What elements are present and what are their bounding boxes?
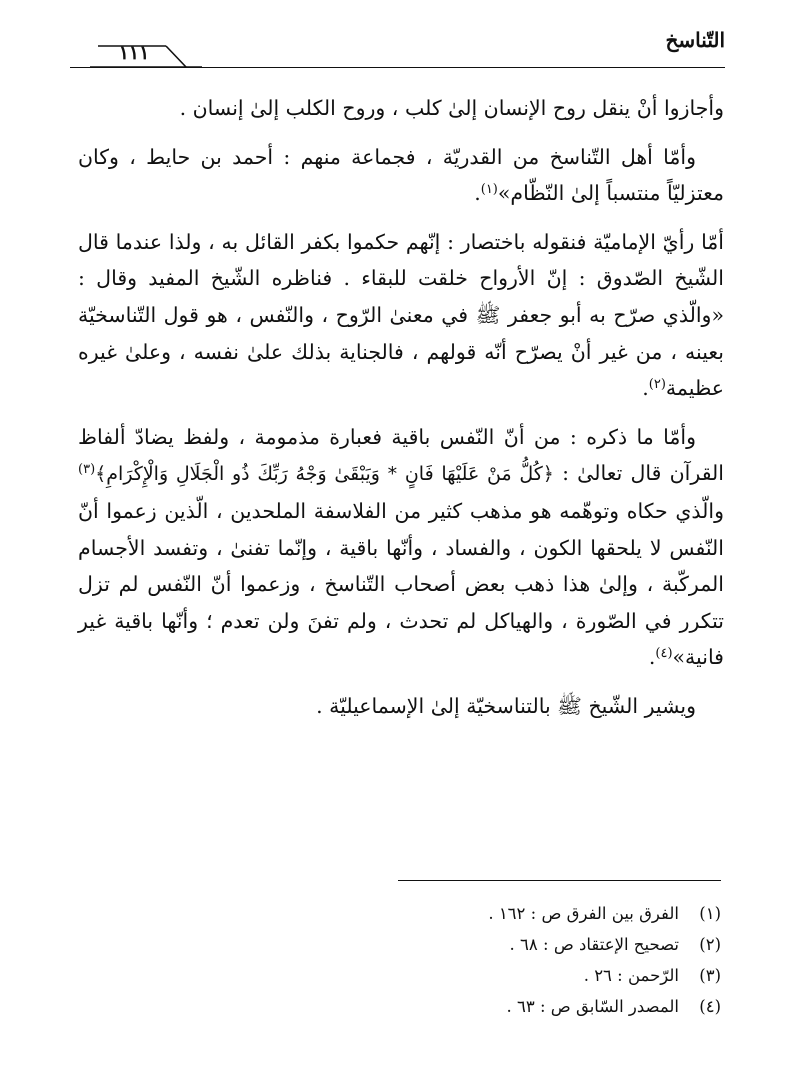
punctuation: . <box>474 181 481 206</box>
footnote-ref: (٤) <box>655 646 673 662</box>
footnote-number: (٣) <box>699 966 721 985</box>
paragraph <box>78 90 724 127</box>
paragraph-text: وأجازوا أنْ ينقل روح الإنسان إلىٰ كلب ، وروح الكلب إلىٰ إنسان . <box>179 96 724 120</box>
paragraph-text: وأمّا ما ذكره : من أنّ النّفس باقية فعبارة مذمومة ، ولفظ يضادّ ألفاظ القرآن قال تعالىٰ : <box>78 424 724 486</box>
punctuation: . <box>648 645 656 670</box>
quran-verse: ﴿كُلُّ مَنْ عَلَيْهَا فَانٍ * وَيَبْقَىٰ وَجْهُ رَبِّكَ ذُو الْجَلَالِ وَالْإِكْرَامِ﴾ <box>95 463 554 486</box>
page-number-tab <box>90 38 202 68</box>
footnote-text: الفرق بين الفرق ص : ١٦٢ . <box>488 904 679 923</box>
footnote-item <box>81 929 721 960</box>
footnote-number: (١) <box>699 904 721 923</box>
paragraph <box>78 419 724 676</box>
footnote-separator <box>398 880 721 881</box>
paragraph-text: والّذي حكاه وتوهّمه هو مذهب كثير من الفلاسفة الملحدين ، الّذين زعموا أنّ النّفس لا يلحقها الكون ، والفساد ، وأنّها باقية ، وإنّما تفنىٰ ، وتفسد الأجسام المركّبة ، وإلىٰ هذا ذهب بعض أصحاب التّناسخ ، وزعموا أنّ النّفس لم تزل تتكرر في الصّورة ، والهياكل لم تحدث ، ولم تفنَ ولن تعدم ؛ وأنّها باقية غير فانية» <box>78 498 724 670</box>
footnotes <box>81 898 721 1022</box>
footnote-text: الرّحمن : ٢٦ . <box>583 966 679 985</box>
running-header <box>70 24 725 74</box>
footnote-text: تصحيح الإعتقاد ص : ٦٨ . <box>509 935 679 954</box>
footnote-ref: (١) <box>480 182 498 198</box>
footnote-item <box>81 898 721 929</box>
paragraph <box>78 688 724 725</box>
paragraph-text: أمّا رأيّ الإماميّة فنقوله باختصار : إنّهم حكموا بكفر القائل به ، ولذا عندما قال الشّيخ الصّدوق : إنّ الأرواح خلقت للبقاء . فناظره الشّيخ المفيد وقال : «والّذي صرّح به أبو جعفر ﷺ في معنىٰ الرّوح ، والنّفس ، هو قول التّناسخيّة بعينه ، من غير أنْ يصرّح أنّه قولهم ، فالجناية بذلك علىٰ نفسه ، وعلىٰ غيره عظيمة <box>78 229 724 401</box>
paragraph <box>78 139 724 212</box>
footnote-ref: (٢) <box>648 377 666 393</box>
main-text <box>78 90 724 737</box>
punctuation: . <box>642 376 649 401</box>
footnote-ref: (٣) <box>78 462 96 478</box>
footnote-number: (٢) <box>699 935 721 954</box>
footnote-text: المصدر السّابق ص : ٦٣ . <box>506 997 679 1016</box>
footnote-item <box>81 960 721 991</box>
paragraph <box>78 224 724 407</box>
chapter-title: التّناسخ <box>665 28 725 52</box>
page-number: ١١١ <box>118 42 150 64</box>
paragraph-text: وأمّا أهل التّناسخ من القدريّة ، فجماعة منهم : أحمد بن حايط ، وكان معتزليّاً منتسباً إلىٰ النّظّام» <box>78 144 724 206</box>
paragraph-text: ويشير الشّيخ ﷺ بالتناسخيّة إلىٰ الإسماعيليّة . <box>316 693 696 718</box>
footnote-number: (٤) <box>699 997 721 1016</box>
footnote-item <box>81 991 721 1022</box>
